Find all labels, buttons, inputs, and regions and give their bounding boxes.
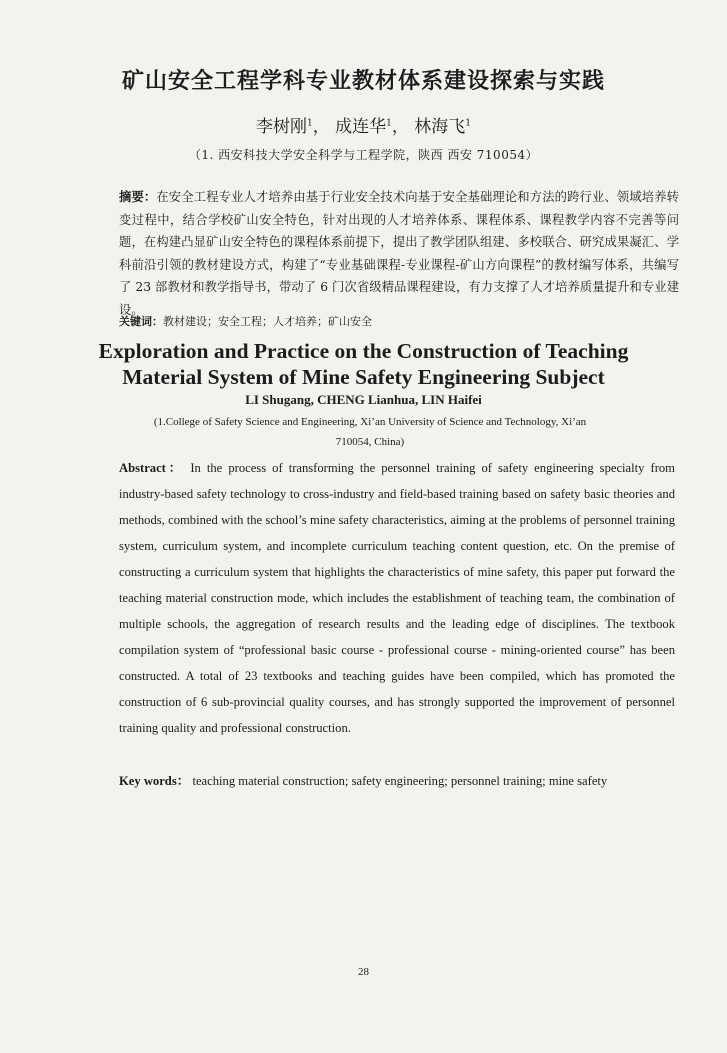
english-title	[0, 338, 727, 390]
author-name: 成连华	[335, 117, 387, 137]
author-separator: ，	[391, 117, 409, 137]
chinese-abstract	[119, 186, 679, 321]
english-affiliation-line: (1.College of Safety Science and Engineering, Xi’an University of Science and Technology, Xi’an	[153, 416, 587, 428]
chinese-abstract-label: 摘要：	[119, 190, 157, 204]
page-number: 28	[358, 966, 369, 978]
english-affiliation-line: 710054, China)	[335, 436, 405, 448]
author-name: 李树刚	[255, 117, 307, 137]
author-separator: ，	[312, 117, 330, 137]
english-abstract-label: Abstract：	[119, 461, 185, 475]
english-abstract-text: In the process of transforming the personnel training of safety engineering specialty from industry-based safety technology to cross-industry and field-based training based on safety basic theories and methods, combined with the school’s mine safety characteristics, aiming at the problems of personnel training system, curriculum system, and incomplete curriculum teaching content question, etc. On the premise of constructing a curriculum system that highlights the characteristics of mine safety, this paper put forward the teaching material construction mode, which includes the establishment of teaching team, the combination of multiple schools, the aggregation of research results and the leading edge of disciplines. The textbook compilation system of “professional basic course - professional course - mining-oriented course” has been constructed. A total of 23 textbooks and teaching guides have been compiled, which has promoted the construction of 6 sub-provincial quality courses, and has strongly supported the improvement of personnel training quality and professional construction.	[119, 461, 675, 735]
english-affiliation	[130, 412, 610, 452]
english-keywords-text: teaching material construction; safety engineering; personnel training; mine safety	[192, 774, 608, 788]
author-name: 林海飞	[414, 117, 466, 137]
english-keywords-label: Key words：	[119, 774, 190, 788]
chinese-authors	[0, 112, 727, 137]
chinese-keywords-text: 教材建设；安全工程；人才培养；矿山安全	[163, 315, 372, 328]
chinese-abstract-text: 在安全工程专业人才培养由基于行业安全技术向基于安全基础理论和方法的跨行业、领域培养转变过程中，结合学校矿山安全特色，针对出现的人才培养体系、课程体系、课程教学内容不完善等问题，在构建凸显矿山安全特色的课程体系前提下，提出了教学团队组建、多校联合、研究成果凝汇、学科前沿引领的教材建设方式，构建了“专业基础课程-专业课程-矿山方向课程”的教材编写体系，共编写了 23 部教材和教学指导书，带动了 6 门次省级精品课程建设，有力支撑了人才培养质量提升和专业建设。	[119, 190, 679, 317]
english-title-line: Exploration and Practice on the Construction of Teaching	[98, 339, 629, 363]
author-affiliation-mark: 1	[386, 118, 392, 129]
english-abstract	[119, 455, 675, 741]
english-keywords	[119, 770, 679, 789]
chinese-affiliation: （1. 西安科技大学安全科学与工程学院，陕西 西安 710054）	[188, 148, 539, 162]
chinese-title: 矿山安全工程学科专业教材体系建设探索与实践	[121, 69, 605, 94]
chinese-keywords-label: 关键词：	[119, 315, 163, 328]
english-title-line: Material System of Mine Safety Engineering Subject	[122, 365, 605, 389]
author-affiliation-mark: 1	[465, 118, 471, 129]
english-authors: LI Shugang, CHENG Lianhua, LIN Haifei	[245, 392, 482, 407]
author-affiliation-mark: 1	[306, 118, 313, 129]
chinese-keywords	[119, 313, 679, 329]
